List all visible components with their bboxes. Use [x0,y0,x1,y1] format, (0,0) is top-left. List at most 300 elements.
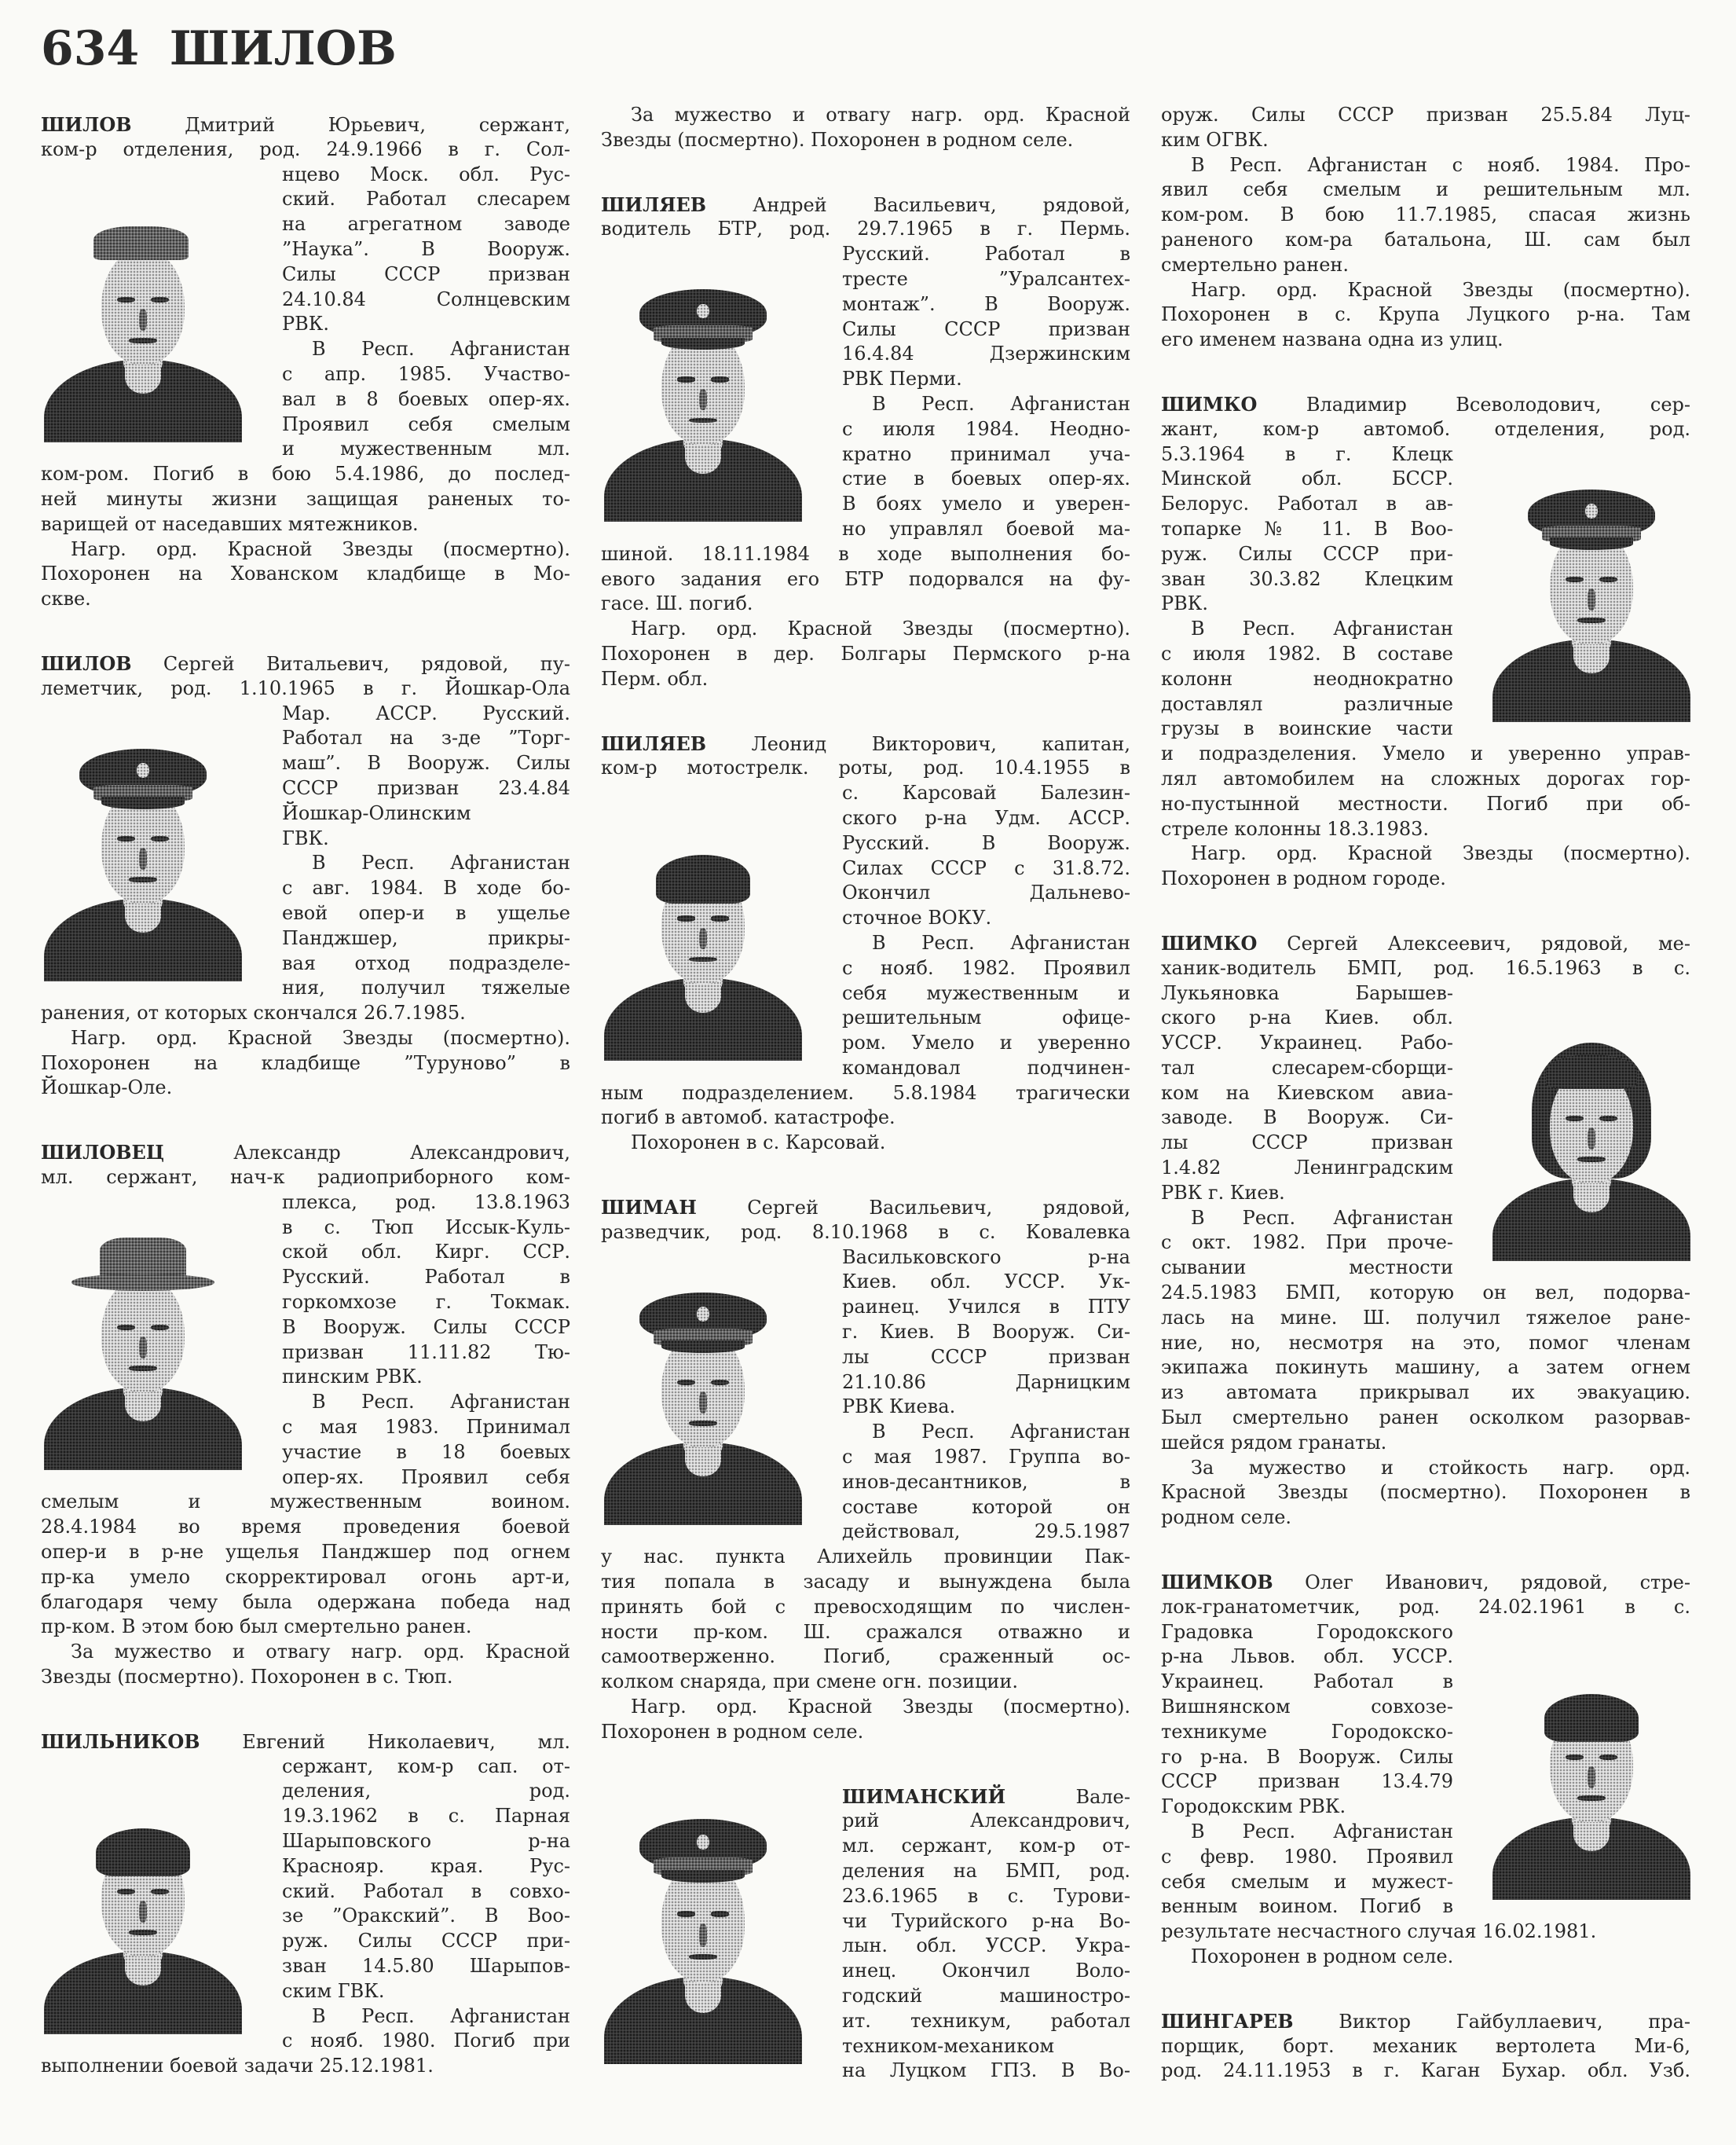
text-line [601,1570,1130,1595]
text-line [842,781,1130,806]
portrait-eye [711,376,729,382]
line-text: водитель БТР, род. 29.7.1965 в г. Пермь. [601,218,1130,240]
line-text: ния, получил тяжелые [282,977,570,999]
line-text: Городокским РВК. [1161,1795,1346,1818]
line-text: лась на мине. Ш. получил тяжелое ране- [1161,1306,1690,1329]
text-line [842,1420,1130,1445]
text-line [1161,328,1690,353]
portrait-nose [139,848,147,870]
text-line [842,806,1130,831]
line-text: ком на Киевском авиа- [1161,1081,1453,1104]
text-line [1161,2009,1690,2034]
line-text: ней минуты жизни защищая раненых то- [41,487,570,510]
line-text: Нагр. орд. Красной Звезды (посмертно). [631,618,1130,640]
text-line [282,2004,570,2030]
line-text: Киев. обл. УССР. Ук- [842,1270,1130,1293]
portrait-photo [1492,1657,1690,1899]
line-text: Нагр. орд. Красной Звезды (посмертно). [631,1696,1130,1718]
text-line [842,467,1130,492]
text-line [282,337,570,362]
portrait-cap [93,226,189,260]
line-text: род. 24.11.1953 в г. Каган Бухар. обл. Узб. [1161,2059,1690,2082]
entry [601,1195,1130,1745]
text-line [282,801,570,827]
text-line [41,1165,570,1190]
line-text: За мужество и отвагу нагр. орд. Красной [631,104,1130,126]
portrait-eye [711,915,729,921]
text-line [601,756,1130,781]
line-text: инов-десантников, в [842,1470,1130,1493]
text-line [1161,1795,1453,1820]
entry-surname: ШИНГАРЕВ [1161,2009,1294,2033]
text-line [282,262,570,288]
line-text: плекса, род. 13.8.1963 [282,1190,570,1213]
line-text: РВК г. Киев. [1161,1181,1285,1204]
text-line [601,1620,1130,1645]
portrait-collar [685,978,720,1012]
text-line [842,1834,1130,1859]
text-line [1161,767,1690,792]
portrait-collar [125,1388,160,1421]
text-line [41,537,570,563]
text-line [282,387,570,412]
text-line [282,1465,570,1490]
portrait-collar [1573,1817,1609,1851]
column-right [1161,103,1690,2084]
line-text: Градовка Городокского [1161,1620,1453,1643]
line-text: 28.4.1984 во время проведения боевой [41,1516,570,1538]
text-line [41,1615,570,1640]
portrait-collar [1573,1179,1609,1212]
text-line [1161,1505,1690,1531]
text-line [842,2059,1130,2084]
text-line [282,187,570,212]
line-text: техникуме Городокско- [1161,1720,1453,1743]
line-text: В Респ. Афганистан [872,931,1130,954]
portrait-collar [685,439,720,473]
text-line [41,1140,570,1165]
portrait-eye [151,297,169,302]
text-line [1161,1620,1453,1645]
portrait-nose [1588,588,1595,610]
text-line [282,726,570,751]
line-text: с июля 1984. Неодно- [842,417,1130,440]
entry [1161,2009,1690,2084]
entry-surname: ШИЛОВ [41,113,132,136]
entry-surname: ШИМКОВ [1161,1571,1273,1594]
line-text: участие в 18 боевых [282,1440,570,1463]
line-text: разведчик, род. 8.10.1968 в с. Ковалевка [601,1220,1130,1243]
text-line [1161,792,1690,817]
entry-surname: ШИМАНСКИЙ [842,1784,1006,1808]
page-number: 634 [41,21,140,76]
line-text: ит. техникум, работал [842,2009,1130,2032]
line-text: действовал, 29.5.1987 [842,1520,1130,1543]
line-text: с февр. 1980. Проявил [1161,1845,1453,1868]
text-line [282,1804,570,1829]
line-text: ским ГВК. [282,1979,385,2002]
text-line [282,751,570,776]
text-line [842,367,1130,392]
line-text: нцево Моск. обл. Рус- [282,163,570,185]
line-text: ского р-на Удм. АССР. [842,806,1130,829]
portrait-mouth [1577,1157,1605,1162]
line-text: РВК. [1161,592,1208,615]
text-line [1161,1281,1690,1306]
text-line [842,1345,1130,1370]
text-line [282,212,570,237]
text-line [1161,302,1690,328]
text-line [1161,1820,1453,1845]
line-text: Похоронен в родном городе. [1161,867,1446,890]
text-line [41,1026,570,1051]
entry [601,192,1130,692]
line-text: ности пр-ком. Ш. сражался отважно и [601,1620,1130,1643]
text-line [41,1490,570,1515]
entry [1161,1570,1690,1970]
text-line [601,1195,1130,1220]
text-line [842,1984,1130,2009]
line-text: зван 14.5.80 Шарыпов- [282,1954,570,1977]
line-text: ком-ром. В бою 11.7.1985, спасая жизнь [1161,204,1690,226]
text-line [842,1445,1130,1470]
line-text: Похоронен в родном селе. [1191,1945,1454,1967]
portrait-collar [125,899,160,933]
portrait-nose [1588,1766,1595,1788]
text-line [842,1784,1130,1810]
line-text: В Респ. Афганистан [312,852,570,874]
line-text: ского р-на Киев. обл. [1161,1006,1453,1029]
entry-surname: ШИМАН [601,1196,697,1219]
line-text: УССР. Украинец. Рабо- [1161,1032,1453,1054]
line-text: РВК. [282,313,329,336]
portrait-eye [1599,577,1617,582]
line-text: в с. Тюп Иссык-Куль- [282,1216,570,1238]
line-text: смелым и мужественным воином. [41,1490,570,1513]
portrait-eye [1566,1754,1584,1760]
portrait-eye [1566,577,1584,582]
text-line [601,1595,1130,1620]
text-line [1161,1006,1453,1031]
line-text: ”Наука”. В Вооруж. [282,237,570,260]
text-line [1161,1480,1690,1505]
line-text: мл. сержант, ком-р от- [842,1835,1130,1857]
text-line [1161,956,1690,981]
text-line [41,1001,570,1026]
text-line [1161,717,1453,742]
line-text: Похоронен в дер. Болгары Пермского р-на [601,642,1130,665]
text-line [1161,1920,1690,1945]
portrait-eye [1566,1116,1584,1121]
text-line [282,1216,570,1241]
text-line [842,1909,1130,1934]
text-line [842,1320,1130,1345]
portrait-nose [699,389,707,411]
portrait-mouth [689,1954,716,1960]
line-text: Васильковского р-на [842,1245,1130,1268]
text-line [282,827,570,852]
text-line [282,437,570,462]
text-line [842,342,1130,367]
text-line [41,2054,570,2079]
text-line [601,542,1130,567]
line-text: Минской обл. БССР. [1161,468,1453,490]
line-text: пр-ком. В этом бою был смертельно ранен. [41,1615,472,1638]
line-text: Похоронен на Хованском кладбище в Мо- [41,563,570,585]
line-text: В Респ. Афганистан [1191,1206,1453,1229]
line-text: принять бой с превосходящим по числен- [601,1595,1130,1618]
text-line [1161,128,1690,153]
text-line [282,952,570,977]
line-text: ким ОГВК. [1161,128,1269,151]
line-text: смертельно ранен. [1161,253,1350,276]
line-text: зе ”Оракский”. В Воо- [282,1905,570,1927]
text-line [282,1415,570,1440]
text-line [282,1754,570,1780]
text-line [1161,642,1453,667]
line-text: его именем названа одна из улиц. [1161,328,1503,351]
text-line [842,1495,1130,1520]
portrait-head [101,248,185,365]
line-text: Андрей Васильевич, рядовой, [753,193,1130,216]
line-text: Звезды (посмертно). Похоронен в с. Тюп. [41,1666,453,1688]
text-line [842,1959,1130,1984]
text-line [282,1390,570,1415]
line-text: Дмитрий Юрьевич, сержант, [185,114,570,136]
text-line [842,1809,1130,1834]
text-line [282,901,570,926]
text-line [842,392,1130,417]
line-text: колком снаряда, при смене огн. позиции. [601,1670,1019,1693]
text-line [282,237,570,262]
text-line [1161,867,1690,892]
text-line [842,1884,1130,1909]
text-line [282,312,570,337]
line-text: р-на Львов. обл. УССР. [1161,1645,1453,1668]
line-text: решительным офице- [842,1006,1130,1029]
portrait-cap-badge [697,1307,709,1322]
line-text: Похоронен в с. Карсовай. [631,1131,886,1154]
text-line [601,1644,1130,1670]
portrait-eye [117,297,135,302]
line-text: Вишнянском совхозе- [1161,1696,1453,1718]
text-line [842,1470,1130,1495]
line-text: 23.6.1965 в с. Турови- [842,1884,1130,1907]
line-text: погиб в автомоб. катастрофе. [601,1106,895,1129]
text-line [601,1131,1130,1156]
line-text: Евгений Николаевич, мл. [242,1730,570,1753]
line-text: ский. Работал слесарем [282,188,570,211]
line-text: Александр Александрович, [233,1142,570,1164]
text-line [842,1395,1130,1420]
text-line [1161,253,1690,278]
line-text: и мужественным мл. [282,438,570,460]
line-text: лы СССР призван [1161,1131,1453,1154]
line-text: топарке № 11. В Воо- [1161,517,1453,540]
line-text: Краснояр. края. Рус- [282,1854,570,1877]
entry-surname: ШИЛЯЕВ [601,192,707,216]
portrait-nose [1588,1128,1595,1150]
text-line [842,1934,1130,1959]
line-text: г. Киев. В Вооруж. Си- [842,1321,1130,1344]
line-text: ние, но, несмотря на это, помог членам [1161,1331,1690,1354]
line-text: и подразделения. Умело и уверенно управ- [1161,742,1690,765]
text-line [1161,153,1690,178]
line-text: горкомхозе г. Токмак. [282,1291,570,1314]
text-line [282,851,570,876]
text-line [1161,1720,1453,1745]
line-text: ком-ром. Погиб в бою 5.4.1986, до послед- [41,463,570,486]
portrait-eye [1599,1754,1617,1760]
entry [1161,392,1690,892]
text-line [1161,1131,1453,1156]
portrait-eye [151,836,169,842]
portrait-nose [699,1923,707,1946]
line-text: Похоронен на кладбище ”Туруново” в [41,1051,570,1074]
portrait-nose [139,1336,147,1358]
line-text: Лукьяновка Барышев- [1161,981,1453,1004]
portrait-eye [677,376,695,382]
text-line [282,1829,570,1854]
text-line [601,1106,1130,1131]
line-text: Белорус. Работал в ав- [1161,493,1453,515]
line-text: Русский. Работал в [282,1266,570,1289]
portrait-mouth [129,338,156,343]
portrait-mouth [689,957,716,962]
line-text: маш”. В Вооруж. Силы [282,752,570,775]
entry [41,112,570,612]
line-text: благодаря чему была одержана победа над [41,1590,570,1613]
text-line [41,1540,570,1565]
line-text: СССР призван 23.4.84 [282,776,570,799]
portrait-eye [151,1325,169,1330]
text-line [842,1859,1130,1884]
line-text: стреле колонны 18.3.1983. [1161,817,1430,840]
line-text: 1.4.82 Ленинградским [1161,1157,1453,1179]
portrait-photo [1492,1018,1690,1260]
text-line [41,562,570,587]
line-text: За мужество и отвагу нагр. орд. Красной [71,1641,570,1663]
text-line [1161,1644,1453,1670]
line-text: Силы СССР призван [842,317,1130,340]
portrait-nose [139,1901,147,1923]
line-text: Украинец. Работал в [1161,1670,1453,1693]
line-text: пр-ка умело скорректировал огонь арт-и, [41,1565,570,1588]
line-text: рий Александрович, [842,1810,1130,1832]
text-line [282,1340,570,1366]
portrait-eye [117,1889,135,1894]
text-line [842,906,1130,931]
line-text: В Респ. Афганистан [872,1421,1130,1443]
line-text: В Вооруж. Силы СССР [282,1315,570,1338]
portrait-nose [699,928,707,950]
entry-continuation [601,103,1130,153]
line-text: раненого ком-ра батальона, Ш. сам был [1161,228,1690,251]
line-text: призван 11.11.82 Тю- [282,1340,570,1363]
text-line [842,417,1130,442]
text-line [282,876,570,901]
line-text: у нас. пункта Алихейль провинции Пак- [601,1546,1130,1568]
line-text: лы СССР призван [842,1345,1130,1368]
line-text: Мар. АССР. Русский. [282,702,570,724]
text-line [1161,1106,1453,1131]
portrait-hat-brim [71,1274,214,1291]
portrait-collar [685,1977,720,2012]
text-line [1161,1894,1453,1920]
text-line [282,776,570,801]
text-line [1161,592,1453,617]
text-line [1161,1156,1453,1181]
line-text: выполнении боевой задачи 25.12.1981. [41,2055,434,2077]
text-line [41,1051,570,1076]
text-line [601,1670,1130,1695]
entry [41,1140,570,1690]
text-line [1161,203,1690,228]
text-line [282,1929,570,1954]
portrait-nose [699,1392,707,1414]
text-line [1161,667,1453,692]
portrait-eye [1599,1116,1617,1121]
entry-surname: ШИМКО [1161,392,1258,416]
text-line [601,103,1130,128]
line-text: заводе. В Вооруж. Си- [1161,1106,1453,1129]
text-line [41,1565,570,1590]
line-text: Нагр. орд. Красной Звезды (посмертно). [1191,842,1690,865]
line-text: В Респ. Афганистан [312,338,570,361]
line-text: Перм. обл. [601,667,709,690]
line-text: Леонид Викторович, капитан, [751,732,1130,755]
line-text: с июля 1982. В составе [1161,642,1453,665]
line-text: оруж. Силы СССР призван 25.5.84 Луц- [1161,104,1690,126]
line-text: ский. Работал в совхо- [282,1879,570,1902]
line-text: инец. Окончил Воло- [842,1960,1130,1982]
line-text: го р-на. В Вооруж. Силы [1161,1745,1453,1768]
portrait-mouth [689,1421,716,1426]
portrait-mouth [1577,618,1605,623]
text-line [1161,2034,1690,2059]
line-text: Похоронен в родном селе. [601,1720,864,1743]
text-line [1161,1331,1690,1356]
text-line [1161,1870,1453,1895]
line-text: колонн неоднократно [1161,667,1453,690]
line-text: самоотверженно. Погиб, сраженный ос- [601,1645,1130,1668]
line-text: кратно принимал уча- [842,442,1130,465]
line-text: с нояб. 1982. Проявил [842,956,1130,979]
line-text: В Респ. Афганистан [312,1391,570,1414]
text-line [41,651,570,676]
line-text: Нагр. орд. Красной Звезды (посмертно). [71,1026,570,1049]
portrait-collar [1573,640,1609,673]
line-text: из автомата прикрывал их эвакуацию. [1161,1381,1690,1404]
text-line [601,192,1130,218]
text-line [842,2009,1130,2034]
text-line [282,1190,570,1216]
line-text: годский машиностро- [842,1984,1130,2007]
text-line [1161,1595,1690,1620]
line-text: командовал подчинен- [842,1056,1130,1079]
line-text: ком-р мотострелк. роты, род. 10.4.1955 в [601,757,1130,779]
portrait-mouth [129,877,156,882]
line-text: Сергей Васильевич, рядовой, [747,1197,1130,1219]
line-text: Русский. В Вооруж. [842,831,1130,854]
portrait-mouth [129,1930,156,1935]
text-line [601,1545,1130,1570]
text-line [842,856,1130,882]
line-text: 24.10.84 Солнцевским [282,288,570,310]
text-line [842,317,1130,343]
entry-surname: ШИМКО [1161,931,1258,955]
line-text: варищей от наседавших мятежников. [41,512,419,535]
